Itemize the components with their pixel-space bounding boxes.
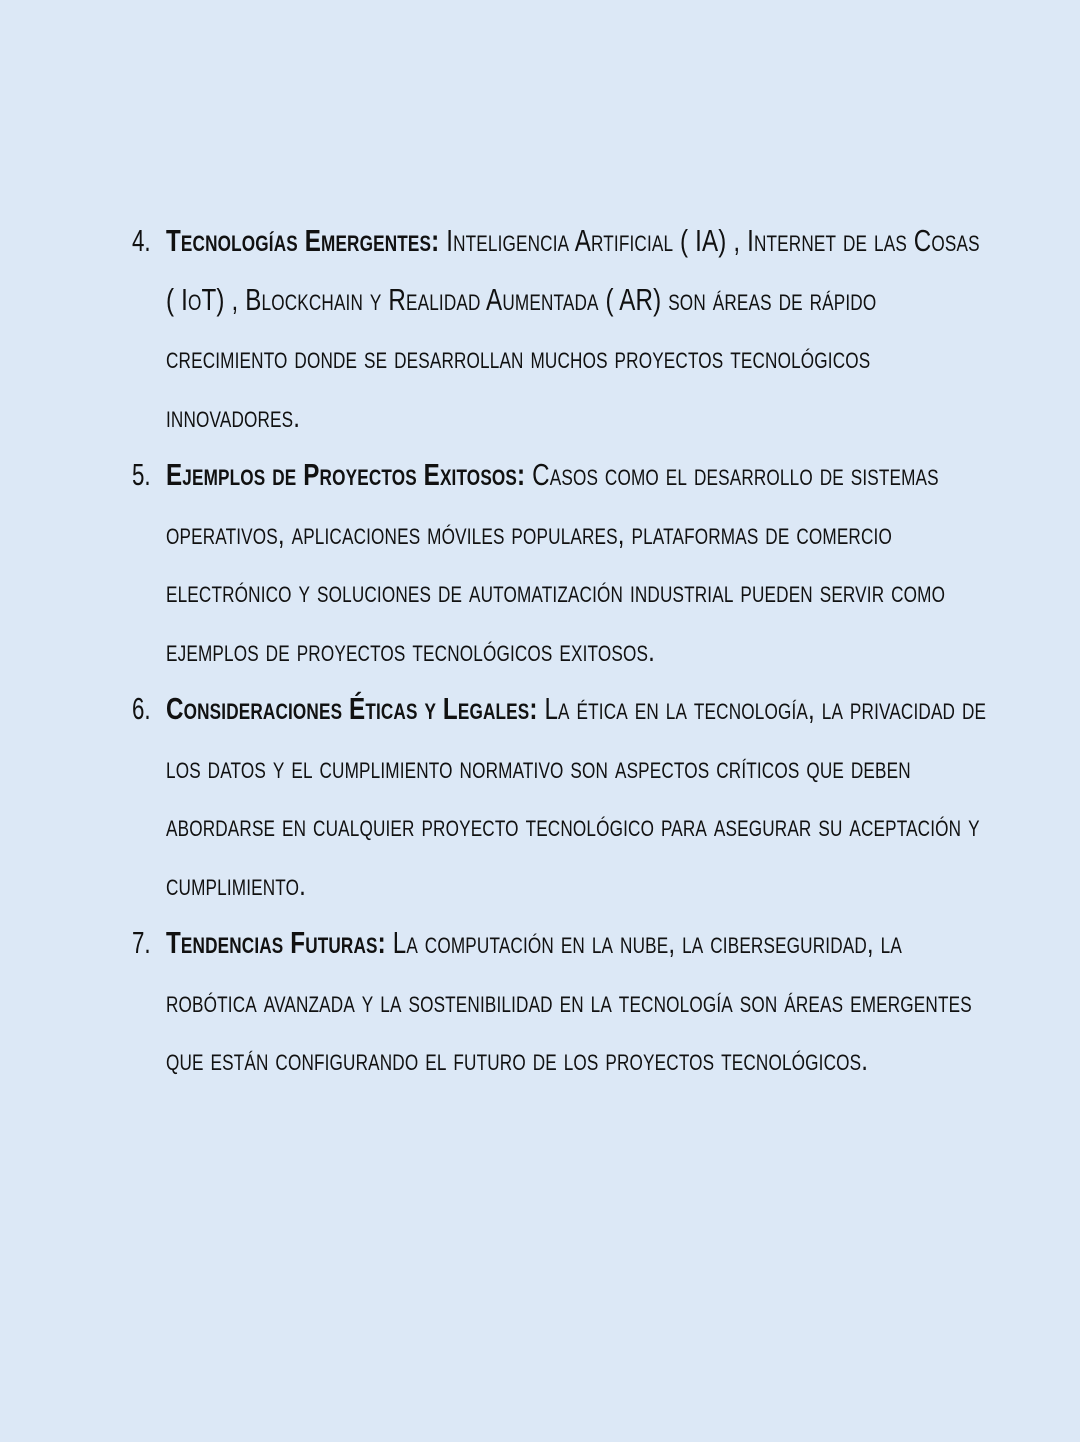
item-heading: Ejemplos de Proyectos Exitosos: — [166, 457, 526, 492]
item-text — [166, 446, 993, 680]
item-heading: Consideraciones Éticas y Legales: — [166, 691, 538, 726]
item-text — [166, 914, 993, 1090]
item-body: Inteligencia Artificial ( IA) , Internet de las Cosas ( IoT) , Blockchain y Realidad Aumentada ( AR) son áreas de rápido crecimiento donde se desarrollan muchos proyectos tecnológicos innovadores. — [166, 223, 980, 434]
item-number: 6. — [132, 691, 151, 726]
item-text — [166, 680, 993, 914]
item-body: La computación en la nube, la ciberseguridad, la robótica avanzada y la sostenibilidad en la tecnología son áreas emergentes que están configurando el futuro de los proyectos tecnológicos. — [166, 925, 972, 1077]
item-number: 5. — [132, 457, 151, 492]
document-list — [132, 212, 992, 1090]
list-item-6 — [132, 680, 992, 914]
item-number: 4. — [132, 223, 151, 258]
item-text — [166, 212, 993, 446]
item-heading: Tendencias Futuras: — [166, 925, 386, 960]
item-body: La ética en la tecnología, la privacidad de los datos y el cumplimiento normativo son aspectos críticos que deben abordarse en cualquier proyecto tecnológico para asegurar su aceptación y cumplimiento. — [166, 691, 987, 902]
list-item-7 — [132, 914, 992, 1090]
item-number: 7. — [132, 925, 151, 960]
item-heading: Tecnologías Emergentes: — [166, 223, 440, 258]
item-body: Casos como el desarrollo de sistemas operativos, aplicaciones móviles populares, plataformas de comercio electrónico y soluciones de automatización industrial pueden servir como ejemplos de proyectos tecnológicos exitosos. — [166, 457, 946, 668]
list-item-5 — [132, 446, 992, 680]
list-item-4 — [132, 212, 992, 446]
